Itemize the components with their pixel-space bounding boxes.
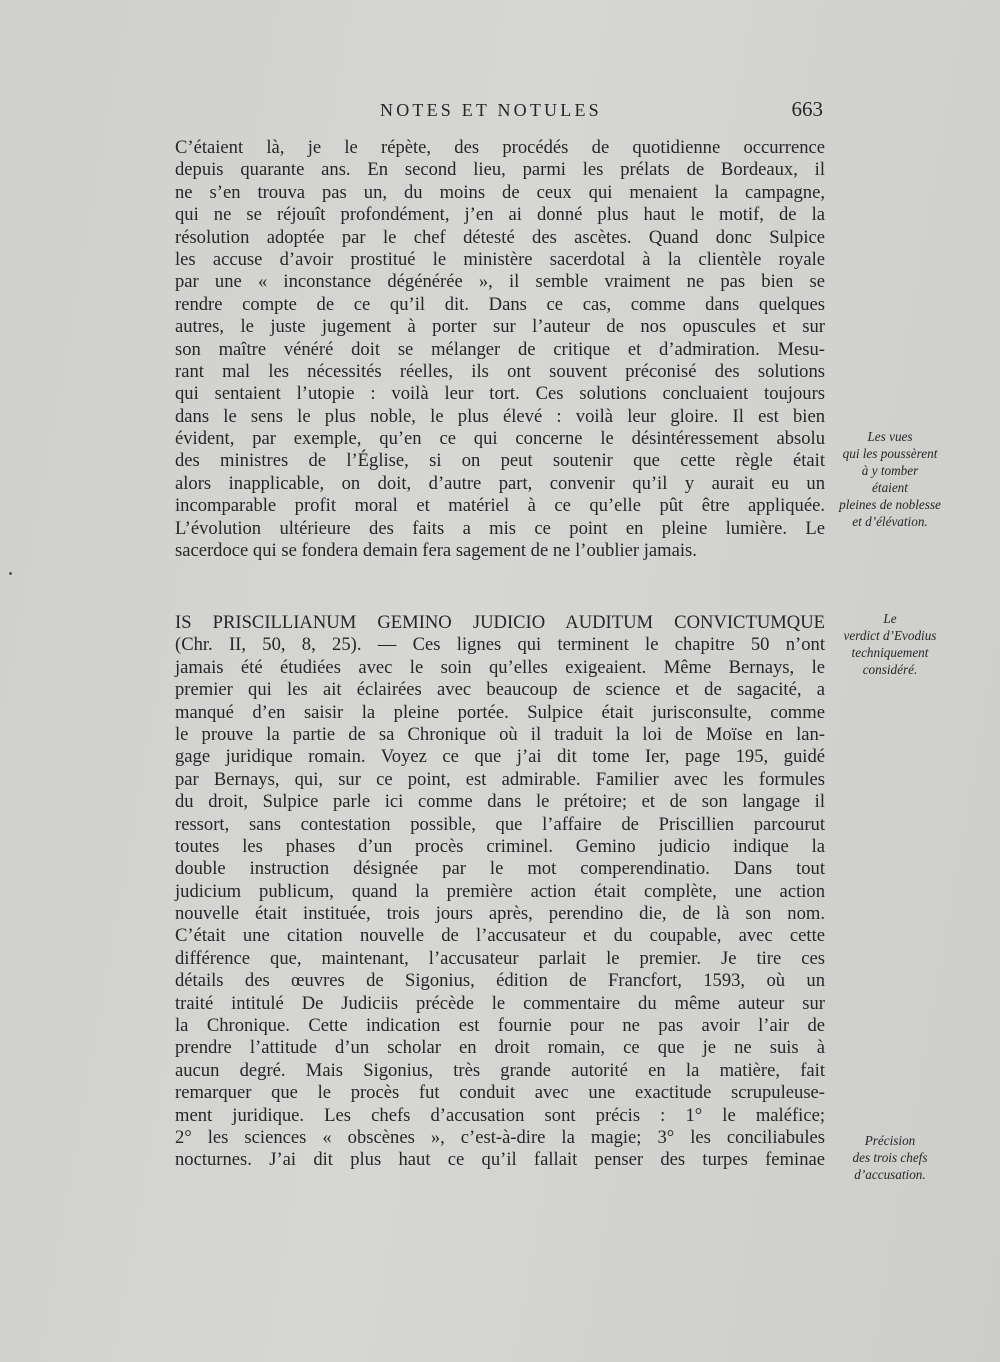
- text-line: différence que, maintenant, l’accusateur parlait le premier. Je tire ces: [175, 947, 825, 969]
- text-line: prendre l’attitude d’un scholar en droit romain, ce que je ne suis à: [175, 1037, 825, 1059]
- text-line: autres, le juste jugement à porter sur l’auteur de nos opuscules et sur: [175, 316, 825, 338]
- text-line: par une « inconstance dégénérée », il semble vraiment ne pas bien se: [175, 271, 825, 293]
- page-number: 663: [791, 97, 823, 121]
- text-line: depuis quarante ans. En second lieu, parmi les prélats de Bordeaux, il: [175, 159, 825, 181]
- text-line: les accuse d’avoir prostitué le ministère sacerdotal à la clientèle royale: [175, 248, 825, 270]
- text-line: du droit, Sulpice parle ici comme dans le prétoire; et de son langage il: [175, 791, 825, 813]
- margin-note-line: Le: [883, 611, 897, 626]
- text-line: C’était une citation nouvelle de l’accusateur et du coupable, avec cette: [175, 925, 825, 947]
- text-line: (Chr. II, 50, 8, 25). — Ces lignes qui terminent le chapitre 50 n’ont: [175, 634, 825, 656]
- text-line: remarquer que le procès fut conduit avec une exactitude scrupuleuse-: [175, 1082, 825, 1104]
- text-line: aucun degré. Mais Sigonius, très grande autorité en la matière, fait: [175, 1059, 825, 1081]
- text-line: 2° les sciences « obscènes », c’est-à-dire la magie; 3° les conciliabules: [175, 1126, 825, 1148]
- margin-note-line: d’accusation.: [854, 1167, 926, 1182]
- text-line: qui ne se réjouît profondément, j’en ai donné plus haut le motif, de la: [175, 204, 825, 226]
- text-line: nocturnes. J’ai dit plus haut ce qu’il fallait penser des turpes feminae: [175, 1149, 825, 1171]
- margin-note-line: Les vues: [867, 429, 913, 444]
- text-line: traité intitulé De Judiciis précède le commentaire du même auteur sur: [175, 992, 825, 1014]
- margin-note-line: à y tomber: [861, 463, 919, 478]
- margin-note-line: étaient: [872, 480, 908, 495]
- text-line: dans le sens le plus noble, le plus élevé : voilà leur gloire. Il est bien: [175, 405, 825, 427]
- text-line: évident, par exemple, qu’en ce qui concerne le désintéressement absolu: [175, 428, 825, 450]
- text-line: double instruction désignée par le mot comperendinatio. Dans tout: [175, 858, 825, 880]
- paragraph-2: [175, 612, 825, 1172]
- text-line: L’évolution ultérieure des faits a mis ce point en pleine lumière. Le: [175, 517, 825, 539]
- margin-note-line: pleines de noblesse: [839, 497, 941, 512]
- text-line: la Chronique. Cette indication est fournie pour ne pas avoir l’air de: [175, 1015, 825, 1037]
- margin-note-line: qui les poussèrent: [842, 446, 938, 461]
- running-head: [175, 97, 825, 126]
- margin-note-3: [825, 1132, 955, 1183]
- text-line: des ministres de l’Église, si on peut soutenir que cette règle était: [175, 450, 825, 472]
- margin-note-line: techniquement: [851, 645, 929, 660]
- text-line: C’étaient là, je le répète, des procédés de quotidienne occurrence: [175, 137, 825, 158]
- page-speck: [9, 572, 12, 575]
- text-line: le prouve la partie de sa Chronique où il traduit la loi de Moïse en lan-: [175, 723, 825, 745]
- text-line: premier qui les ait éclairées avec beaucoup de science et de sagacité, a: [175, 679, 825, 701]
- text-line: ment juridique. Les chefs d’accusation sont précis : 1° le maléfice;: [175, 1104, 825, 1126]
- text-line: jamais été étudiées avec le soin qu’elles exigeaient. Même Bernays, le: [175, 656, 825, 678]
- running-title: NOTES ET NOTULES: [380, 100, 602, 120]
- text-line: rendre compte de ce qu’il dit. Dans ce cas, comme dans quelques: [175, 293, 825, 315]
- text-line: sacerdoce qui se fondera demain fera sagement de ne l’oublier jamais.: [175, 540, 697, 562]
- margin-note-line: des trois chefs: [852, 1150, 928, 1165]
- margin-note-1: [825, 428, 955, 530]
- paragraph-1: [175, 137, 825, 562]
- text-line: par Bernays, qui, sur ce point, est admirable. Familier avec les formules: [175, 768, 825, 790]
- text-line: ne s’en trouva pas un, du moins de ceux qui menaient la campagne,: [175, 181, 825, 203]
- margin-note-2: [825, 610, 955, 678]
- text-line: résolution adoptée par le chef détesté des ascètes. Quand donc Sulpice: [175, 226, 825, 248]
- text-line: gage juridique romain. Voyez ce que j’ai dit tome Ier, page 195, guidé: [175, 746, 825, 768]
- margin-note-line: et d’élévation.: [852, 514, 928, 529]
- margin-note-line: Précision: [864, 1133, 916, 1148]
- text-line: toutes les phases d’un procès criminel. Gemino judicio indique la: [175, 835, 825, 857]
- margin-note-line: considéré.: [862, 662, 918, 677]
- text-line: nouvelle était instituée, trois jours après, perendino die, de là son nom.: [175, 903, 825, 925]
- text-line: IS PRISCILLIANUM GEMINO JUDICIO AUDITUM CONVICTUMQUE: [175, 612, 825, 633]
- text-line: ressort, sans contestation possible, que l’affaire de Priscillien parcourut: [175, 813, 825, 835]
- text-line: son maître vénéré doit se mélanger de critique et d’admiration. Mesu-: [175, 338, 825, 360]
- text-line: incomparable profit moral et matériel à ce qu’elle pût être appliquée.: [175, 495, 825, 517]
- text-line: qui sentaient l’utopie : voilà leur tort. Ces solutions concluaient toujours: [175, 383, 825, 405]
- text-line: détails des œuvres de Sigonius, édition de Francfort, 1593, où un: [175, 970, 825, 992]
- text-line: judicium publicum, quand la première action était complète, une action: [175, 880, 825, 902]
- text-line: rant mal les nécessités réelles, ils ont souvent préconisé des solutions: [175, 360, 825, 382]
- margin-note-line: verdict d’Evodius: [843, 628, 937, 643]
- text-line: alors inapplicable, on doit, d’autre part, convenir qu’il y aurait eu un: [175, 472, 825, 494]
- text-line: manqué d’en saisir la pleine portée. Sulpice était jurisconsulte, comme: [175, 701, 825, 723]
